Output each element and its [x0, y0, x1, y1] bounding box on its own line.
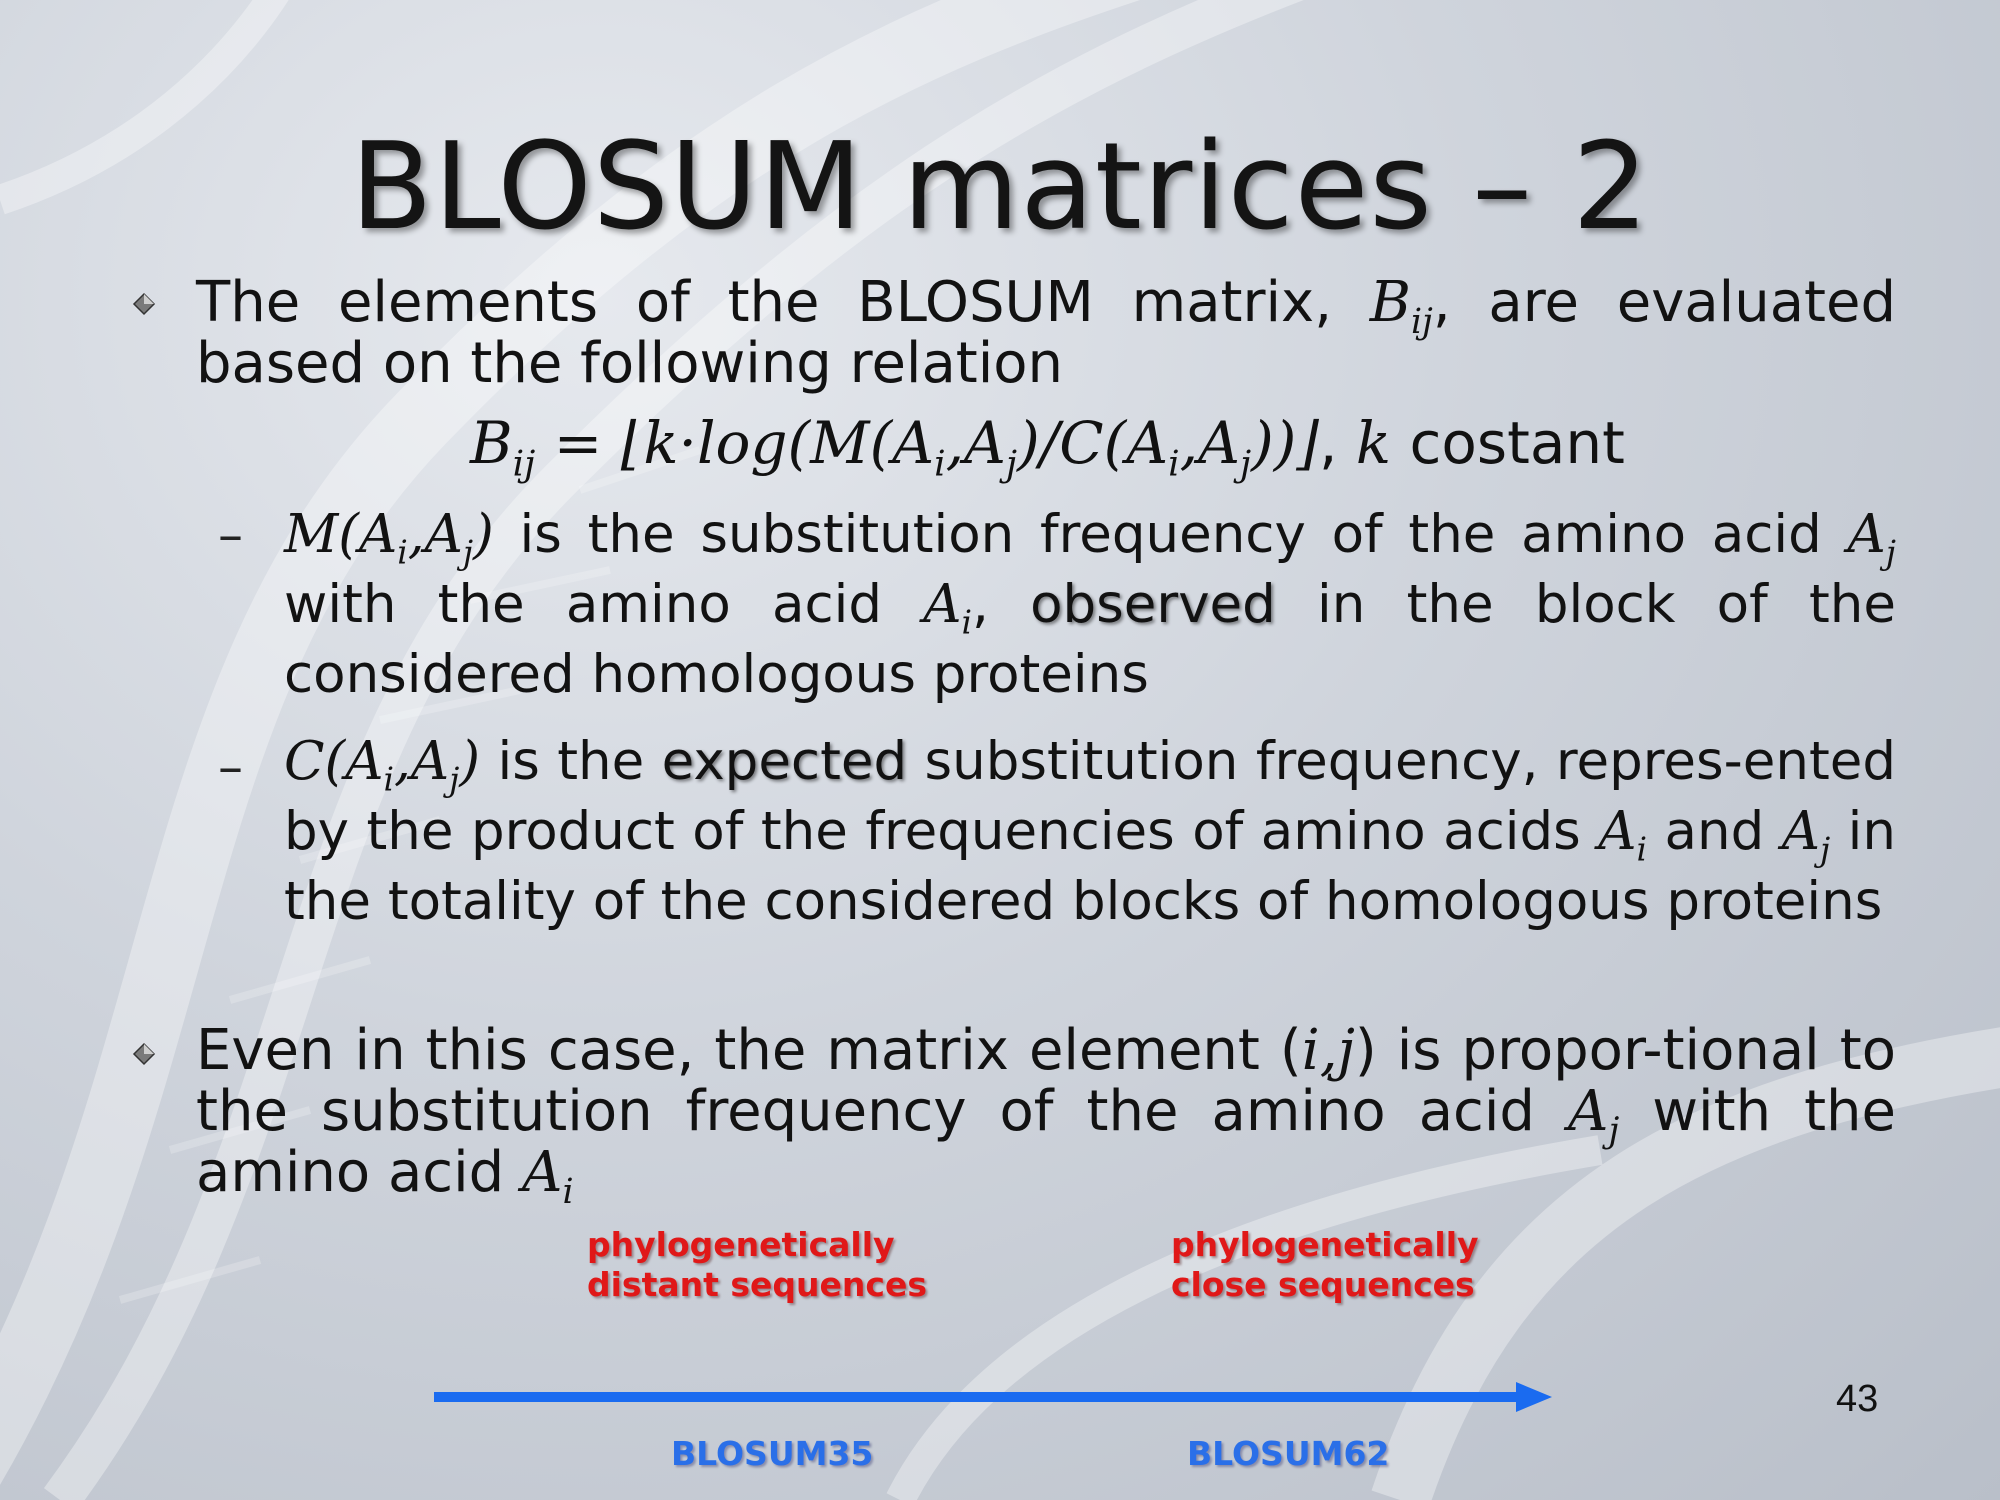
expected-highlight: expected: [661, 731, 908, 792]
bullet-2-text: Even in this case, the matrix element (i,j) is propor-tional to the substitution frequency of the amino acid $A_j$ with the amino acid $A_i$: [196, 1018, 1897, 1213]
slide-title: BLOSUM matrices – 2: [350, 118, 1650, 257]
bullet-1-text: The elements of the BLOSUM matrix, $B_{ij}$, are evaluated based on the following relation: [196, 270, 1896, 396]
dash-bullet: –: [218, 738, 243, 796]
page-number: 43: [1836, 1378, 1879, 1420]
sub-bullet-2-text: $C(A_i,A_j)$ is the expected substitution frequency, repres-ented by the product of the frequencies of amino acids $A_i$ and $A_j$ in the totality of the considered blocks of homologous proteins: [284, 731, 1896, 932]
blosum35-label: BLOSUM35: [671, 1434, 874, 1473]
dash-bullet: –: [218, 506, 243, 564]
blosum-formula: $B_{ij}$ = $⌊k\cdot\log(M(A_i,A_j)/C(A_i,A_j))⌋$, k costant: [470, 409, 1625, 485]
distant-sequences-label: phylogenetically distant sequences: [587, 1225, 927, 1304]
sub-bullet-1-text: $M(A_i,A_j)$ is the substitution frequency of the amino acid $A_j$ with the amino acid $A_i$, observed in the block of the considered homologous proteins: [284, 504, 1896, 705]
observed-highlight: observed: [1030, 574, 1276, 635]
close-sequences-label: phylogenetically close sequences: [1171, 1225, 1479, 1304]
blosum62-label: BLOSUM62: [1187, 1434, 1390, 1473]
